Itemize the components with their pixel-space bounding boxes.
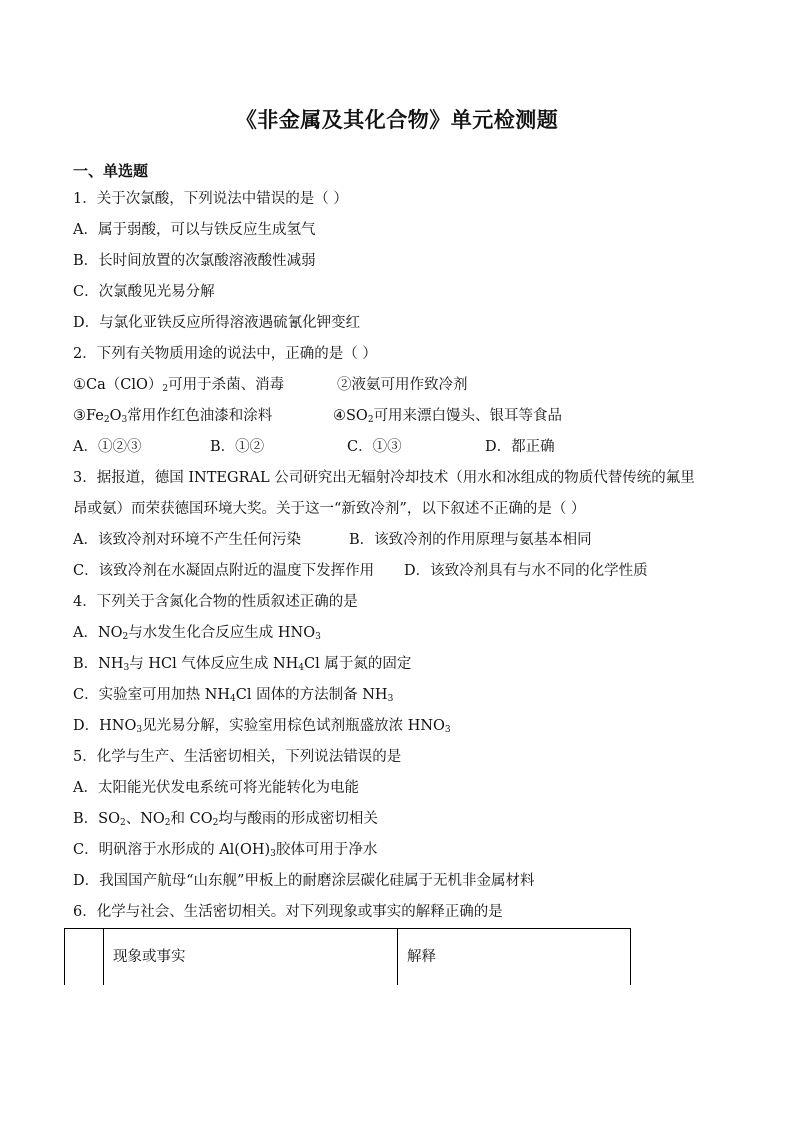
question-2-statement-2: ②液氨可用作致冷剂 [337,377,468,393]
question-3-option-a: A．该致冷剂对环境不产生任何污染 [73,532,301,548]
question-3-options-a-b [73,525,733,556]
question-1-stem: 1．关于次氯酸，下列说法中错误的是（ ） [73,191,348,207]
question-1-option-d: D．与氯化亚铁反应所得溶液遇硫氰化钾变红 [73,315,361,331]
question-5-option-c: C．明矾溶于水形成的 $Al(OH)_3$胶体可用于净水 [73,842,378,859]
question-2-statements-1-2 [73,370,733,401]
question-5-option-b: B．$SO_2$、$NO_2$和 $CO_2$均与酸雨的形成密切相关 [73,811,378,828]
question-list [73,160,733,928]
question-4-option-d: D．$HNO_3$见光易分解，实验室用棕色试剂瓶盛放浓 $HNO_3$ [73,718,451,735]
question-6-stem: 6．化学与社会、生活密切相关。对下列现象或事实的解释正确的是 [73,904,503,920]
question-2-statements-3-4 [73,401,733,432]
question-3-option-d: D．该致冷剂具有与水不同的化学性质 [404,563,648,579]
table-column-divider [397,929,398,985]
table-column-divider [103,929,104,985]
question-5-stem: 5．化学与生产、生活密切相关，下列说法错误的是 [73,749,402,765]
question-1-option-c: C．次氯酸见光易分解 [73,284,215,300]
question-4-option-c: C．实验室可用加热 $NH_4Cl$ 固体的方法制备 $NH_3$ [73,687,394,704]
question-2-option-c: C．①③ [347,439,402,455]
question-2-option-b: B．①② [210,439,265,455]
question-1-option-b: B．长时间放置的次氯酸溶液酸性减弱 [73,253,316,269]
question-5-option-d: D．我国国产航母“山东舰”甲板上的耐磨涂层碳化硅属于无机非金属材料 [73,873,535,889]
question-2-stem: 2．下列有关物质用途的说法中，正确的是（ ） [73,346,377,362]
question-1-option-a: A．属于弱酸，可以与铁反应生成氢气 [73,222,316,238]
question-4-option-b: B．$NH_3$与 HCl 气体反应生成 $NH_4Cl$ 属于氮的固定 [73,656,412,673]
question-3-stem-line-2: 昂或氨）而荣获德国环境大奖。关于这一“新致冷剂”，以下叙述不正确的是（ ） [73,501,586,517]
page-title: 《非金属及其化合物》单元检测题 [235,107,559,132]
question-2-statement-3: $③Fe_2O_3$常用作红色油漆和涂料 [73,408,273,425]
table-header-phenomenon: 现象或事实 [113,949,186,965]
question-3-option-b: B．该致冷剂的作用原理与氨基本相同 [349,532,592,548]
table-header-explanation: 解释 [407,949,436,965]
question-3-options-c-d [73,556,733,587]
question-2-option-a: A．①②③ [73,439,142,455]
question-6-table [64,928,631,985]
question-2-options [73,432,733,463]
question-2-statement-1: $①Ca(ClO)_2$可用于杀菌、消毒 [73,377,285,394]
question-4-stem: 4．下列关于含氮化合物的性质叙述正确的是 [73,594,358,610]
question-4-option-a: A．$NO_2$与水发生化合反应生成 $HNO_3$ [73,625,321,642]
section-heading: 一、单选题 [73,162,149,180]
question-2-option-d: D．都正确 [485,439,555,455]
question-3-option-c: C．该致冷剂在水凝固点附近的温度下发挥作用 [73,563,375,579]
question-3-stem-line-1: 3．据报道，德国 INTEGRAL 公司研究出无辐射冷却技术（用水和冰组成的物质代替传统的氟里 [73,470,695,486]
question-5-option-a: A．太阳能光伏发电系统可将光能转化为电能 [73,780,359,796]
question-2-statement-4: $④SO_2$可用来漂白馒头、银耳等食品 [333,408,563,425]
